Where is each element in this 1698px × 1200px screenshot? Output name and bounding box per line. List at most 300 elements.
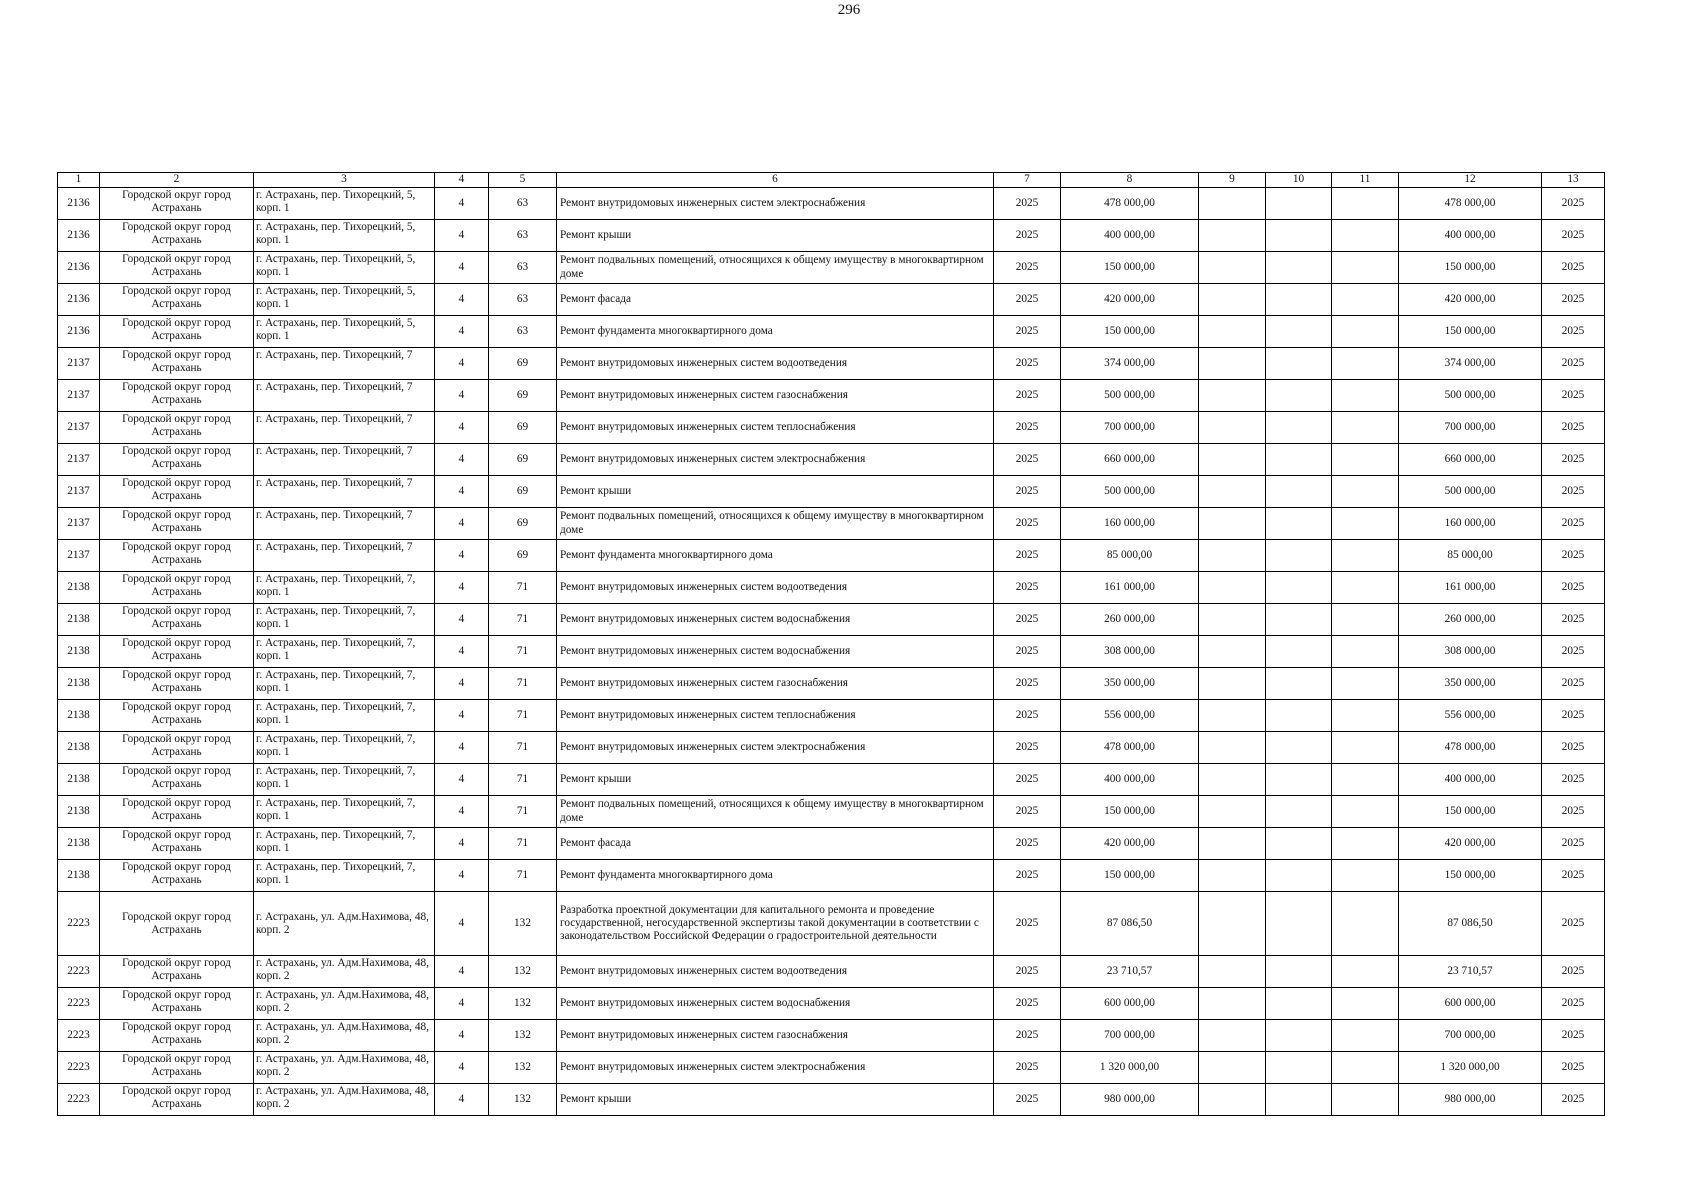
municipality-cell: Городской округ город Астрахань — [100, 412, 254, 444]
table-row — [58, 412, 1605, 444]
column-10-cell — [1266, 412, 1332, 444]
column-5-cell: 71 — [489, 860, 557, 892]
work-type-cell: Ремонт внутридомовых инженерных систем водоснабжения — [557, 988, 994, 1020]
municipality-cell: Городской округ город Астрахань — [100, 732, 254, 764]
address-cell: г. Астрахань, пер. Тихорецкий, 5, корп. 1 — [254, 252, 435, 284]
column-12-cell: 23 710,57 — [1399, 956, 1542, 988]
work-type-cell: Ремонт фундамента многоквартирного дома — [557, 860, 994, 892]
municipality-cell: Городской округ город Астрахань — [100, 956, 254, 988]
address-cell: г. Астрахань, пер. Тихорецкий, 7, корп. 1 — [254, 764, 435, 796]
building-number-cell: 2138 — [58, 572, 100, 604]
column-4-cell: 4 — [435, 988, 489, 1020]
cost-cell: 308 000,00 — [1061, 636, 1199, 668]
column-13-cell: 2025 — [1542, 220, 1605, 252]
column-11-cell — [1332, 348, 1399, 380]
column-12-cell: 85 000,00 — [1399, 540, 1542, 572]
year-cell: 2025 — [994, 668, 1061, 700]
building-number-cell: 2223 — [58, 892, 100, 956]
cost-cell: 350 000,00 — [1061, 668, 1199, 700]
column-4-cell: 4 — [435, 860, 489, 892]
address-cell: г. Астрахань, пер. Тихорецкий, 7 — [254, 348, 435, 380]
column-5-cell: 71 — [489, 604, 557, 636]
column-4-cell: 4 — [435, 412, 489, 444]
column-9-cell — [1199, 412, 1266, 444]
column-9-cell — [1199, 220, 1266, 252]
municipality-cell: Городской округ город Астрахань — [100, 1020, 254, 1052]
column-11-cell — [1332, 316, 1399, 348]
table-row — [58, 348, 1605, 380]
column-5-cell: 71 — [489, 636, 557, 668]
column-11-cell — [1332, 700, 1399, 732]
column-9-cell — [1199, 796, 1266, 828]
table-row — [58, 732, 1605, 764]
column-9-cell — [1199, 860, 1266, 892]
column-5-cell: 71 — [489, 668, 557, 700]
column-10-cell — [1266, 220, 1332, 252]
column-9-cell — [1199, 572, 1266, 604]
table-row — [58, 284, 1605, 316]
year-cell: 2025 — [994, 476, 1061, 508]
column-header-7: 7 — [994, 173, 1061, 188]
address-cell: г. Астрахань, ул. Адм.Нахимова, 48, корп. 2 — [254, 1052, 435, 1084]
column-5-cell: 71 — [489, 764, 557, 796]
column-5-cell: 69 — [489, 476, 557, 508]
column-12-cell: 980 000,00 — [1399, 1084, 1542, 1116]
column-10-cell — [1266, 444, 1332, 476]
address-cell: г. Астрахань, пер. Тихорецкий, 7 — [254, 380, 435, 412]
municipality-cell: Городской округ город Астрахань — [100, 1084, 254, 1116]
table-row — [58, 476, 1605, 508]
work-type-cell: Ремонт внутридомовых инженерных систем водоснабжения — [557, 604, 994, 636]
year-cell: 2025 — [994, 284, 1061, 316]
cost-cell: 500 000,00 — [1061, 380, 1199, 412]
table-row — [58, 316, 1605, 348]
column-10-cell — [1266, 316, 1332, 348]
column-5-cell: 71 — [489, 796, 557, 828]
year-cell: 2025 — [994, 572, 1061, 604]
cost-cell: 478 000,00 — [1061, 732, 1199, 764]
column-13-cell: 2025 — [1542, 700, 1605, 732]
year-cell: 2025 — [994, 604, 1061, 636]
column-5-cell: 69 — [489, 508, 557, 540]
municipality-cell: Городской округ город Астрахань — [100, 892, 254, 956]
column-header-2: 2 — [100, 173, 254, 188]
column-5-cell: 132 — [489, 1052, 557, 1084]
building-number-cell: 2137 — [58, 444, 100, 476]
column-11-cell — [1332, 572, 1399, 604]
column-11-cell — [1332, 508, 1399, 540]
column-12-cell: 500 000,00 — [1399, 380, 1542, 412]
cost-cell: 420 000,00 — [1061, 828, 1199, 860]
building-number-cell: 2223 — [58, 1052, 100, 1084]
cost-cell: 700 000,00 — [1061, 1020, 1199, 1052]
column-9-cell — [1199, 1052, 1266, 1084]
column-12-cell: 478 000,00 — [1399, 188, 1542, 220]
column-5-cell: 132 — [489, 956, 557, 988]
column-5-cell: 63 — [489, 284, 557, 316]
cost-cell: 478 000,00 — [1061, 188, 1199, 220]
column-12-cell: 600 000,00 — [1399, 988, 1542, 1020]
column-5-cell: 63 — [489, 220, 557, 252]
column-13-cell: 2025 — [1542, 188, 1605, 220]
address-cell: г. Астрахань, пер. Тихорецкий, 7, корп. 1 — [254, 636, 435, 668]
cost-cell: 150 000,00 — [1061, 860, 1199, 892]
cost-cell: 1 320 000,00 — [1061, 1052, 1199, 1084]
work-type-cell: Ремонт внутридомовых инженерных систем водоотведения — [557, 572, 994, 604]
municipality-cell: Городской округ город Астрахань — [100, 860, 254, 892]
work-type-cell: Ремонт крыши — [557, 1084, 994, 1116]
column-11-cell — [1332, 476, 1399, 508]
column-9-cell — [1199, 700, 1266, 732]
address-cell: г. Астрахань, пер. Тихорецкий, 5, корп. 1 — [254, 284, 435, 316]
column-10-cell — [1266, 188, 1332, 220]
column-4-cell: 4 — [435, 956, 489, 988]
municipality-cell: Городской округ город Астрахань — [100, 220, 254, 252]
year-cell: 2025 — [994, 860, 1061, 892]
building-number-cell: 2138 — [58, 732, 100, 764]
table-row — [58, 636, 1605, 668]
year-cell: 2025 — [994, 1020, 1061, 1052]
municipality-cell: Городской округ город Астрахань — [100, 636, 254, 668]
building-number-cell: 2136 — [58, 220, 100, 252]
column-9-cell — [1199, 636, 1266, 668]
column-5-cell: 71 — [489, 700, 557, 732]
cost-cell: 400 000,00 — [1061, 220, 1199, 252]
column-12-cell: 500 000,00 — [1399, 476, 1542, 508]
work-type-cell: Ремонт подвальных помещений, относящихся к общему имуществу в многоквартирном доме — [557, 508, 994, 540]
building-number-cell: 2137 — [58, 508, 100, 540]
column-10-cell — [1266, 700, 1332, 732]
address-cell: г. Астрахань, пер. Тихорецкий, 7, корп. 1 — [254, 700, 435, 732]
municipality-cell: Городской округ город Астрахань — [100, 508, 254, 540]
column-13-cell: 2025 — [1542, 508, 1605, 540]
cost-cell: 85 000,00 — [1061, 540, 1199, 572]
column-10-cell — [1266, 892, 1332, 956]
work-type-cell: Ремонт внутридомовых инженерных систем электроснабжения — [557, 188, 994, 220]
work-type-cell: Ремонт крыши — [557, 764, 994, 796]
cost-cell: 23 710,57 — [1061, 956, 1199, 988]
municipality-cell: Городской округ город Астрахань — [100, 700, 254, 732]
work-type-cell: Ремонт крыши — [557, 476, 994, 508]
column-4-cell: 4 — [435, 572, 489, 604]
address-cell: г. Астрахань, пер. Тихорецкий, 7, корп. 1 — [254, 732, 435, 764]
address-cell: г. Астрахань, ул. Адм.Нахимова, 48, корп. 2 — [254, 1084, 435, 1116]
column-10-cell — [1266, 828, 1332, 860]
table-row — [58, 444, 1605, 476]
address-cell: г. Астрахань, пер. Тихорецкий, 7, корп. 1 — [254, 604, 435, 636]
column-13-cell: 2025 — [1542, 348, 1605, 380]
year-cell: 2025 — [994, 892, 1061, 956]
column-12-cell: 150 000,00 — [1399, 252, 1542, 284]
municipality-cell: Городской округ город Астрахань — [100, 316, 254, 348]
work-type-cell: Ремонт подвальных помещений, относящихся к общему имуществу в многоквартирном доме — [557, 796, 994, 828]
column-9-cell — [1199, 988, 1266, 1020]
column-4-cell: 4 — [435, 188, 489, 220]
work-type-cell: Ремонт фундамента многоквартирного дома — [557, 540, 994, 572]
year-cell: 2025 — [994, 1052, 1061, 1084]
column-4-cell: 4 — [435, 252, 489, 284]
column-5-cell: 69 — [489, 412, 557, 444]
column-9-cell — [1199, 732, 1266, 764]
column-4-cell: 4 — [435, 700, 489, 732]
column-13-cell: 2025 — [1542, 956, 1605, 988]
column-10-cell — [1266, 252, 1332, 284]
column-10-cell — [1266, 1020, 1332, 1052]
column-9-cell — [1199, 508, 1266, 540]
column-4-cell: 4 — [435, 796, 489, 828]
column-13-cell: 2025 — [1542, 572, 1605, 604]
cost-cell: 400 000,00 — [1061, 764, 1199, 796]
table-row — [58, 860, 1605, 892]
building-number-cell: 2136 — [58, 316, 100, 348]
column-11-cell — [1332, 956, 1399, 988]
year-cell: 2025 — [994, 508, 1061, 540]
cost-cell: 150 000,00 — [1061, 252, 1199, 284]
column-5-cell: 132 — [489, 1020, 557, 1052]
column-10-cell — [1266, 988, 1332, 1020]
table-row — [58, 764, 1605, 796]
address-cell: г. Астрахань, пер. Тихорецкий, 5, корп. 1 — [254, 188, 435, 220]
column-header-10: 10 — [1266, 173, 1332, 188]
column-13-cell: 2025 — [1542, 604, 1605, 636]
column-13-cell: 2025 — [1542, 636, 1605, 668]
column-4-cell: 4 — [435, 1020, 489, 1052]
column-11-cell — [1332, 892, 1399, 956]
column-11-cell — [1332, 380, 1399, 412]
column-13-cell: 2025 — [1542, 732, 1605, 764]
table-row — [58, 220, 1605, 252]
column-header-1: 1 — [58, 173, 100, 188]
column-11-cell — [1332, 220, 1399, 252]
table-row — [58, 572, 1605, 604]
address-cell: г. Астрахань, пер. Тихорецкий, 7, корп. 1 — [254, 572, 435, 604]
cost-cell: 420 000,00 — [1061, 284, 1199, 316]
cost-cell: 700 000,00 — [1061, 412, 1199, 444]
table-row — [58, 380, 1605, 412]
column-4-cell: 4 — [435, 1052, 489, 1084]
table-row — [58, 540, 1605, 572]
column-11-cell — [1332, 284, 1399, 316]
column-12-cell: 700 000,00 — [1399, 412, 1542, 444]
column-4-cell: 4 — [435, 508, 489, 540]
column-13-cell: 2025 — [1542, 1052, 1605, 1084]
column-11-cell — [1332, 188, 1399, 220]
year-cell: 2025 — [994, 316, 1061, 348]
column-13-cell: 2025 — [1542, 380, 1605, 412]
building-number-cell: 2223 — [58, 1084, 100, 1116]
column-13-cell: 2025 — [1542, 284, 1605, 316]
work-type-cell: Ремонт внутридомовых инженерных систем газоснабжения — [557, 1020, 994, 1052]
column-10-cell — [1266, 1084, 1332, 1116]
column-12-cell: 350 000,00 — [1399, 668, 1542, 700]
column-header-11: 11 — [1332, 173, 1399, 188]
cost-cell: 600 000,00 — [1061, 988, 1199, 1020]
column-9-cell — [1199, 380, 1266, 412]
table-header — [58, 173, 1605, 188]
cost-cell: 150 000,00 — [1061, 796, 1199, 828]
table-row — [58, 668, 1605, 700]
column-10-cell — [1266, 764, 1332, 796]
column-header-6: 6 — [557, 173, 994, 188]
work-type-cell: Ремонт внутридомовых инженерных систем теплоснабжения — [557, 412, 994, 444]
building-number-cell: 2138 — [58, 668, 100, 700]
column-5-cell: 69 — [489, 444, 557, 476]
address-cell: г. Астрахань, ул. Адм.Нахимова, 48, корп. 2 — [254, 892, 435, 956]
column-10-cell — [1266, 508, 1332, 540]
column-header-5: 5 — [489, 173, 557, 188]
column-12-cell: 161 000,00 — [1399, 572, 1542, 604]
building-number-cell: 2138 — [58, 700, 100, 732]
address-cell: г. Астрахань, пер. Тихорецкий, 7, корп. 1 — [254, 828, 435, 860]
column-4-cell: 4 — [435, 764, 489, 796]
building-number-cell: 2138 — [58, 796, 100, 828]
work-type-cell: Ремонт внутридомовых инженерных систем электроснабжения — [557, 444, 994, 476]
column-5-cell: 69 — [489, 380, 557, 412]
column-13-cell: 2025 — [1542, 444, 1605, 476]
column-12-cell: 150 000,00 — [1399, 316, 1542, 348]
work-type-cell: Ремонт внутридомовых инженерных систем водоснабжения — [557, 636, 994, 668]
table-row — [58, 1052, 1605, 1084]
repair-schedule-table — [57, 172, 1605, 1116]
column-9-cell — [1199, 252, 1266, 284]
address-cell: г. Астрахань, ул. Адм.Нахимова, 48, корп. 2 — [254, 956, 435, 988]
column-9-cell — [1199, 764, 1266, 796]
column-10-cell — [1266, 732, 1332, 764]
work-type-cell: Ремонт фундамента многоквартирного дома — [557, 316, 994, 348]
column-10-cell — [1266, 380, 1332, 412]
address-cell: г. Астрахань, пер. Тихорецкий, 7 — [254, 476, 435, 508]
municipality-cell: Городской округ город Астрахань — [100, 476, 254, 508]
column-9-cell — [1199, 1020, 1266, 1052]
work-type-cell: Ремонт фасада — [557, 284, 994, 316]
table-row — [58, 956, 1605, 988]
building-number-cell: 2223 — [58, 1020, 100, 1052]
column-12-cell: 478 000,00 — [1399, 732, 1542, 764]
cost-cell: 150 000,00 — [1061, 316, 1199, 348]
year-cell: 2025 — [994, 700, 1061, 732]
building-number-cell: 2138 — [58, 828, 100, 860]
year-cell: 2025 — [994, 444, 1061, 476]
column-12-cell: 400 000,00 — [1399, 220, 1542, 252]
building-number-cell: 2138 — [58, 860, 100, 892]
column-12-cell: 308 000,00 — [1399, 636, 1542, 668]
cost-cell: 87 086,50 — [1061, 892, 1199, 956]
municipality-cell: Городской округ город Астрахань — [100, 572, 254, 604]
building-number-cell: 2137 — [58, 348, 100, 380]
column-9-cell — [1199, 348, 1266, 380]
column-11-cell — [1332, 860, 1399, 892]
column-13-cell: 2025 — [1542, 1020, 1605, 1052]
column-5-cell: 71 — [489, 572, 557, 604]
table-row — [58, 796, 1605, 828]
column-11-cell — [1332, 764, 1399, 796]
column-header-9: 9 — [1199, 173, 1266, 188]
column-10-cell — [1266, 604, 1332, 636]
cost-cell: 500 000,00 — [1061, 476, 1199, 508]
column-5-cell: 63 — [489, 188, 557, 220]
year-cell: 2025 — [994, 220, 1061, 252]
column-11-cell — [1332, 636, 1399, 668]
column-4-cell: 4 — [435, 348, 489, 380]
column-13-cell: 2025 — [1542, 476, 1605, 508]
building-number-cell: 2137 — [58, 380, 100, 412]
address-cell: г. Астрахань, пер. Тихорецкий, 7 — [254, 508, 435, 540]
year-cell: 2025 — [994, 956, 1061, 988]
year-cell: 2025 — [994, 188, 1061, 220]
work-type-cell: Ремонт внутридомовых инженерных систем газоснабжения — [557, 668, 994, 700]
column-11-cell — [1332, 540, 1399, 572]
work-type-cell: Ремонт внутридомовых инженерных систем водоотведения — [557, 348, 994, 380]
year-cell: 2025 — [994, 828, 1061, 860]
year-cell: 2025 — [994, 252, 1061, 284]
column-5-cell: 132 — [489, 892, 557, 956]
cost-cell: 161 000,00 — [1061, 572, 1199, 604]
column-5-cell: 71 — [489, 828, 557, 860]
column-4-cell: 4 — [435, 1084, 489, 1116]
table-row — [58, 1084, 1605, 1116]
column-9-cell — [1199, 1084, 1266, 1116]
cost-cell: 980 000,00 — [1061, 1084, 1199, 1116]
column-12-cell: 700 000,00 — [1399, 1020, 1542, 1052]
address-cell: г. Астрахань, пер. Тихорецкий, 7 — [254, 444, 435, 476]
column-12-cell: 556 000,00 — [1399, 700, 1542, 732]
building-number-cell: 2138 — [58, 636, 100, 668]
municipality-cell: Городской округ город Астрахань — [100, 604, 254, 636]
table-row — [58, 828, 1605, 860]
municipality-cell: Городской округ город Астрахань — [100, 380, 254, 412]
column-9-cell — [1199, 476, 1266, 508]
column-13-cell: 2025 — [1542, 796, 1605, 828]
municipality-cell: Городской округ город Астрахань — [100, 764, 254, 796]
column-4-cell: 4 — [435, 604, 489, 636]
year-cell: 2025 — [994, 1084, 1061, 1116]
column-10-cell — [1266, 636, 1332, 668]
column-header-4: 4 — [435, 173, 489, 188]
table-row — [58, 508, 1605, 540]
column-13-cell: 2025 — [1542, 988, 1605, 1020]
building-number-cell: 2137 — [58, 412, 100, 444]
column-13-cell: 2025 — [1542, 828, 1605, 860]
column-4-cell: 4 — [435, 828, 489, 860]
column-12-cell: 150 000,00 — [1399, 860, 1542, 892]
page-number: 296 — [837, 2, 861, 18]
table-row — [58, 700, 1605, 732]
column-4-cell: 4 — [435, 284, 489, 316]
column-4-cell: 4 — [435, 732, 489, 764]
building-number-cell: 2138 — [58, 604, 100, 636]
building-number-cell: 2136 — [58, 188, 100, 220]
column-12-cell: 160 000,00 — [1399, 508, 1542, 540]
municipality-cell: Городской округ город Астрахань — [100, 284, 254, 316]
cost-cell: 660 000,00 — [1061, 444, 1199, 476]
table-row — [58, 988, 1605, 1020]
work-type-cell: Ремонт внутридомовых инженерных систем теплоснабжения — [557, 700, 994, 732]
column-13-cell: 2025 — [1542, 668, 1605, 700]
column-12-cell: 1 320 000,00 — [1399, 1052, 1542, 1084]
column-5-cell: 132 — [489, 988, 557, 1020]
column-13-cell: 2025 — [1542, 764, 1605, 796]
column-4-cell: 4 — [435, 316, 489, 348]
building-number-cell: 2137 — [58, 476, 100, 508]
table-row — [58, 188, 1605, 220]
building-number-cell: 2136 — [58, 284, 100, 316]
column-11-cell — [1332, 604, 1399, 636]
column-13-cell: 2025 — [1542, 252, 1605, 284]
year-cell: 2025 — [994, 732, 1061, 764]
column-9-cell — [1199, 828, 1266, 860]
column-11-cell — [1332, 1020, 1399, 1052]
column-11-cell — [1332, 668, 1399, 700]
